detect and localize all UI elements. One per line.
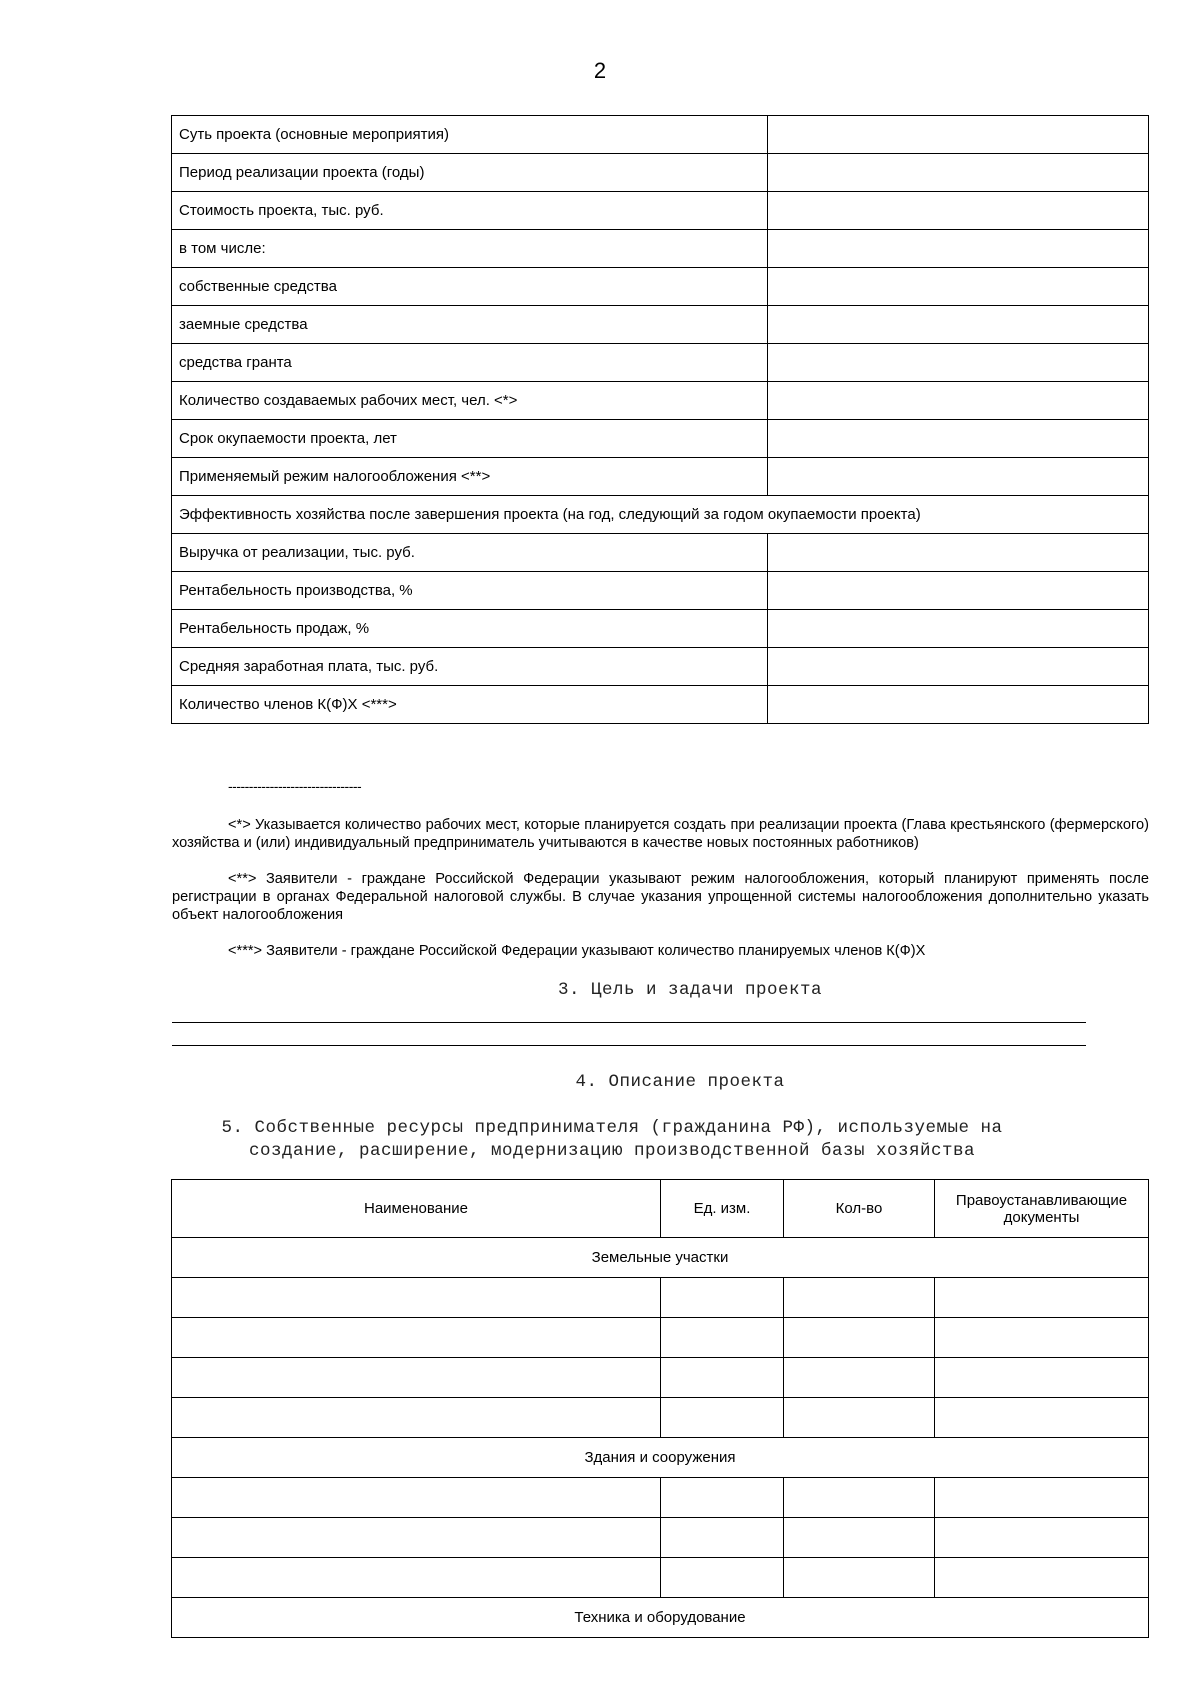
footnote-tax-regime: <**> Заявители - граждане Российской Федерации указывают режим налогообложения, который планируют применять после регистрации в органах Федеральной налоговой службы. В случае указания упрощенной системы налогообложения дополнительно указать объект налогообложения (172, 871, 1149, 923)
input-cell[interactable] (935, 1318, 1149, 1358)
row-label: собственные средства (172, 268, 768, 306)
project-summary-table (171, 115, 1149, 724)
group-row (172, 1598, 1149, 1638)
input-cell[interactable] (661, 1558, 784, 1598)
section-5-heading-line1: 5. Собственные ресурсы предпринимателя (гражданина РФ), используемые на (221, 1118, 1003, 1138)
group-title: Земельные участки (172, 1238, 1149, 1278)
table-row (172, 572, 1149, 610)
row-value-cell[interactable] (768, 382, 1149, 420)
row-label: в том числе: (172, 230, 768, 268)
table-row (172, 534, 1149, 572)
table-row (172, 116, 1149, 154)
input-cell[interactable] (172, 1518, 661, 1558)
input-cell[interactable] (661, 1398, 784, 1438)
input-cell[interactable] (935, 1278, 1149, 1318)
row-label: Срок окупаемости проекта, лет (172, 420, 768, 458)
table-row (172, 648, 1149, 686)
fill-line[interactable] (172, 1045, 1086, 1046)
row-label: Рентабельность продаж, % (172, 610, 768, 648)
table-row (172, 420, 1149, 458)
section-5-heading-line2: создание, расширение, модернизацию производственной базы хозяйства (248, 1141, 976, 1161)
table-row (172, 1518, 1149, 1558)
row-label: средства гранта (172, 344, 768, 382)
row-label: Стоимость проекта, тыс. руб. (172, 192, 768, 230)
row-value-cell[interactable] (768, 268, 1149, 306)
input-cell[interactable] (172, 1398, 661, 1438)
input-cell[interactable] (661, 1278, 784, 1318)
row-label: Количество членов К(Ф)Х <***> (172, 686, 768, 724)
row-label: Рентабельность производства, % (172, 572, 768, 610)
group-row (172, 1438, 1149, 1478)
row-value-cell[interactable] (768, 572, 1149, 610)
input-cell[interactable] (935, 1518, 1149, 1558)
table-row (172, 1558, 1149, 1598)
group-title: Здания и сооружения (172, 1438, 1149, 1478)
table-row (172, 154, 1149, 192)
input-cell[interactable] (784, 1358, 935, 1398)
input-cell[interactable] (661, 1518, 784, 1558)
table-row (172, 1358, 1149, 1398)
table-row (172, 458, 1149, 496)
table-row (172, 1398, 1149, 1438)
row-value-cell[interactable] (768, 648, 1149, 686)
input-cell[interactable] (172, 1358, 661, 1398)
row-label: Средняя заработная плата, тыс. руб. (172, 648, 768, 686)
row-value-cell[interactable] (768, 192, 1149, 230)
input-cell[interactable] (784, 1398, 935, 1438)
table-header-row (172, 1180, 1149, 1238)
row-label: Количество создаваемых рабочих мест, чел. <*> (172, 382, 768, 420)
table-row (172, 192, 1149, 230)
table-row (172, 1318, 1149, 1358)
table-row (172, 1278, 1149, 1318)
fill-line[interactable] (172, 1022, 1086, 1023)
table-row (172, 686, 1149, 724)
row-value-cell[interactable] (768, 686, 1149, 724)
input-cell[interactable] (661, 1358, 784, 1398)
header-quantity: Кол-во (784, 1180, 935, 1238)
input-cell[interactable] (935, 1358, 1149, 1398)
table-row (172, 268, 1149, 306)
row-value-cell[interactable] (768, 458, 1149, 496)
input-cell[interactable] (935, 1398, 1149, 1438)
footnote-separator: -------------------------------- (228, 778, 362, 794)
footnote-jobs: <*> Указывается количество рабочих мест, которые планируется создать при реализации проекта (Глава крестьянского (фермерского) хозяйства и (или) индивидуальный предприниматель учитываются в качестве новых постоянных работников) (172, 817, 1149, 851)
row-value-cell[interactable] (768, 420, 1149, 458)
group-title: Техника и оборудование (172, 1598, 1149, 1638)
own-resources-table (171, 1179, 1149, 1638)
row-value-cell[interactable] (768, 344, 1149, 382)
input-cell[interactable] (172, 1278, 661, 1318)
row-value-cell[interactable] (768, 230, 1149, 268)
row-label: Выручка от реализации, тыс. руб. (172, 534, 768, 572)
table-row (172, 230, 1149, 268)
table-row (172, 610, 1149, 648)
table-row (172, 1478, 1149, 1518)
table-row (172, 306, 1149, 344)
input-cell[interactable] (172, 1318, 661, 1358)
section-5-heading (12, 1117, 1200, 1163)
row-value-cell[interactable] (768, 154, 1149, 192)
row-value-cell[interactable] (768, 116, 1149, 154)
input-cell[interactable] (784, 1278, 935, 1318)
row-label: Применяемый режим налогообложения <**> (172, 458, 768, 496)
input-cell[interactable] (784, 1318, 935, 1358)
section-4-heading: 4. Описание проекта (575, 1072, 785, 1092)
section-3-heading: 3. Цель и задачи проекта (557, 980, 823, 1000)
input-cell[interactable] (935, 1558, 1149, 1598)
section-row-label: Эффективность хозяйства после завершения проекта (на год, следующий за годом окупаемости проекта) (172, 496, 1149, 534)
input-cell[interactable] (172, 1478, 661, 1518)
row-label: заемные средства (172, 306, 768, 344)
input-cell[interactable] (784, 1518, 935, 1558)
input-cell[interactable] (784, 1558, 935, 1598)
input-cell[interactable] (935, 1478, 1149, 1518)
input-cell[interactable] (784, 1478, 935, 1518)
input-cell[interactable] (172, 1558, 661, 1598)
input-cell[interactable] (661, 1478, 784, 1518)
header-documents: Правоустанавливающие документы (935, 1180, 1149, 1238)
row-label: Суть проекта (основные мероприятия) (172, 116, 768, 154)
footnote-members: <***> Заявители - граждане Российской Федерации указывают количество планируемых членов К(Ф)Х (228, 943, 926, 959)
header-name: Наименование (172, 1180, 661, 1238)
table-row (172, 382, 1149, 420)
header-unit: Ед. изм. (661, 1180, 784, 1238)
table-section-row (172, 496, 1149, 534)
table-row (172, 344, 1149, 382)
group-row (172, 1238, 1149, 1278)
page-number: 2 (593, 58, 607, 83)
row-value-cell[interactable] (768, 534, 1149, 572)
row-value-cell[interactable] (768, 306, 1149, 344)
input-cell[interactable] (661, 1318, 784, 1358)
row-label: Период реализации проекта (годы) (172, 154, 768, 192)
row-value-cell[interactable] (768, 610, 1149, 648)
